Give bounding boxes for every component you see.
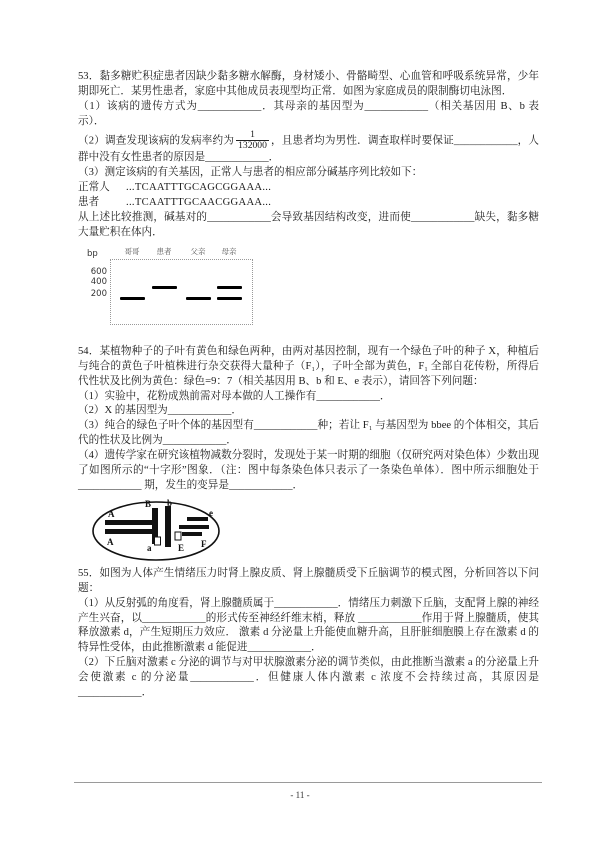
chromosome-label: A [107,536,114,547]
chromosome-label: a [147,542,152,553]
gel-lane-label: 哥哥 [124,246,140,256]
footer-divider [74,782,542,783]
q53-part2 [78,130,539,167]
q53-part2-before: （2）调查发现该病的发病率约为 [78,134,235,146]
exam-content [78,70,539,701]
page-number: - 11 - [290,790,310,800]
q55-part1: （1）从反射弧的角度看，肾上腺髓质属于____________．情绪压力刺激下丘脑，支配肾上腺的神经产生兴奋，以____________的形式传至神经纤维末梢，释放 ____________作用于肾上腺髓质，使其释放激素 d，产生短期压力效应． 激素 d 分泌量上升能使血糖升高，且肝脏细胞膜上存在激素 d 的特异性受体，由此推断激素 d 能促进____________． [78,597,539,654]
q53-part2-after: ，且患者均为男性．调查取样时要保证____________，人群中没有女性患者的原因是____________． [78,134,540,164]
gel-marker-label: 400 [90,276,107,287]
q53-intro: 53．黏多糖贮积症患者因缺少黏多糖水解酶，身材矮小、骨骼畸型、心血管和呼吸系统异常，少年期即死亡．某男性患者，家庭中其他成员表现型均正常．如图为家庭成员的限制酶切电泳图． [78,71,539,97]
chromosome-cross-figure [88,498,238,564]
q55-intro: 55．如图为人体产生情绪压力时肾上腺皮质、肾上腺髓质受下丘脑调节的模式图，分析回答以下问题： [78,567,539,594]
gel-unit-label: bp [87,248,98,259]
chromatid-arm [187,517,208,521]
chromatid-arm [105,529,154,534]
sequence-patient: ...TCAATTTGCAACGGAAA... [126,197,272,209]
sequence-row-normal [78,181,539,196]
q54-part2: （2）X 的基因型为____________． [78,405,242,417]
chromatid-arm [182,532,202,536]
sequence-normal: ...TCAATTTGCAGCGGAAA... [126,182,272,194]
fraction-denominator: 132000 [238,139,267,151]
centromere-box [155,537,161,545]
chromosome-label: B [145,498,152,509]
q53-part3-tail: 从上述比较推测，碱基对的____________会导致基因结构改变，进而使____________缺失，黏多糖大量贮积在体内． [78,211,539,238]
gel-lane-label: 母亲 [221,246,237,256]
gel-marker-label: 200 [90,288,107,299]
chromosome-label: b [167,497,173,508]
gel-figure [78,246,539,336]
incidence-fraction [236,130,269,152]
gel-band [217,286,242,290]
q53-part3-head: （3）测定该病的有关基因，正常人与患者的相应部分碱基序列比较如下： [78,167,423,179]
gel-band [217,297,242,301]
gel-box [110,259,253,325]
q53-part1: （1）该病的遗传方式为____________．其母亲的基因型为____________（相关基因用 B、b 表示）． [78,100,539,127]
chromosome-label: A [108,508,115,519]
centromere-box [175,532,181,540]
gel-marker-label: 600 [90,266,107,277]
chromatid-arm [179,525,209,529]
sequence-label: 正常人 [78,182,110,194]
gel-band [152,286,177,290]
gel-band [186,297,211,301]
chromatid-arm [165,506,171,547]
sequence-row-patient [78,196,539,211]
q55-part2: （2）下丘脑对激素 c 分泌的调节与对甲状腺激素分泌的调节类似，由此推断当激素 a 的分泌量上升会使激素 c 的分泌量____________．但健康人体内激素 c 浓度不会持续过高，其原因是____________． [78,657,539,699]
fraction-numerator: 1 [250,128,255,140]
sequence-label: 患者 [78,197,100,209]
chromosome-label: E [178,542,185,553]
gel-lane-label: 父亲 [190,246,206,256]
gel-lane-label: 患者 [156,246,172,256]
chromatid-arm [105,520,154,525]
chromosome-label: e [209,507,213,518]
q54-part1: （1）实验中，花粉成熟前需对母本做的人工操作有____________． [78,390,391,402]
q54-intro: 54．某植物种子的子叶有黄色和绿色两种，由两对基因控制，现有一个绿色子叶的种子 X，种植后与纯合的黄色子叶植株进行杂交获得大量种子（F₁），子叶全部为黄色，F₁ 全部自花传粉，所得后代性状及比例为黄色：绿色=9：7（相关基因用 B、b 和 E、e 表示），请回答下列问题： [78,345,539,387]
q54-part4: （4）遗传学家在研究该植物减数分裂时，发现处于某一时期的细胞（仅研究两对染色体）少数出现了如图所示的“十字形”图象．（注：图中每条染色体只表示了一条染色单体）．图中所示细胞处于____________ 期，发生的变异是____________． [78,450,539,491]
chromosome-label: F [201,538,207,549]
q54-part3: （3）纯合的绿色子叶个体的基因型有____________种；若让 F₁ 与基因型为 bbee 的个体相交，其后代的性状及比例为____________． [78,420,539,447]
gel-band [120,297,145,301]
